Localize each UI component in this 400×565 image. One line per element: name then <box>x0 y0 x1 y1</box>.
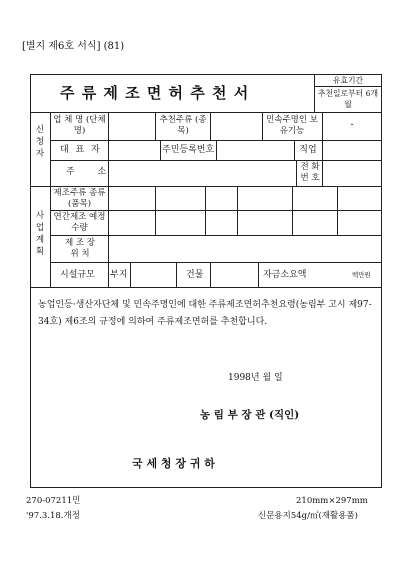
annual-volume-label: 연간제조 예정수량 <box>53 212 106 233</box>
form-title: 주 류 제 조 면 허 추 천 서 <box>60 84 250 102</box>
phone-label: 전 화 번 호 <box>300 162 320 183</box>
folk-holder-value: - <box>350 120 354 130</box>
applicant-section-label: 신 청 자 <box>35 125 45 159</box>
job-label: 직업 <box>299 145 317 155</box>
recipient-line: 국 세 청 장 귀 하 <box>132 457 215 470</box>
land-label: 부지 <box>110 270 128 280</box>
product-type-label: 제조주류 종류(품목) <box>53 188 106 209</box>
facility-label: 시설규모 <box>60 270 95 280</box>
business-name-label: 업 체 명 (단체명) <box>53 115 106 136</box>
form-code: 270-07211민 <box>26 496 81 506</box>
building-label: 건물 <box>186 270 204 280</box>
date-line: 1998년 월 일 <box>228 373 283 383</box>
paper-size: 210mm×297mm <box>296 496 368 506</box>
revision-date: '97.3.18.개정 <box>26 511 80 521</box>
business-plan-section-label: 사 업 계 획 <box>35 211 45 257</box>
funds-label: 자금소요액 <box>263 270 307 280</box>
address-label: 주 소 <box>66 167 117 177</box>
funds-unit: 백만원 <box>352 271 371 279</box>
folk-holder-label: 민속주명인 보유기능 <box>266 115 318 136</box>
representative-label: 대 표 자 <box>60 145 102 155</box>
issuer-signature: 농 림 부 장 관 (직인) <box>200 409 300 421</box>
recommendation-text: 농업인등·생산자단체 및 민속주명인에 대한 주류제조면허추천요령(농림부 고시 제97-34호) 제6조의 규정에 의하여 주류제조면허를 추천합니다. <box>38 300 372 327</box>
validity-value: 추천일로부터 6개월 <box>317 89 379 109</box>
form-header-label: [별지 제6호 서식] (81) <box>22 41 125 52</box>
resident-no-label: 주민등록번호 <box>162 145 215 155</box>
paper-spec: 신문용지54g/㎡(재활용품) <box>258 511 358 521</box>
location-label: 제 조 장 위 치 <box>64 238 96 259</box>
recommended-type-label: 추천주류 (종 목) <box>159 115 207 136</box>
validity-label: 유효기간 <box>332 76 364 85</box>
